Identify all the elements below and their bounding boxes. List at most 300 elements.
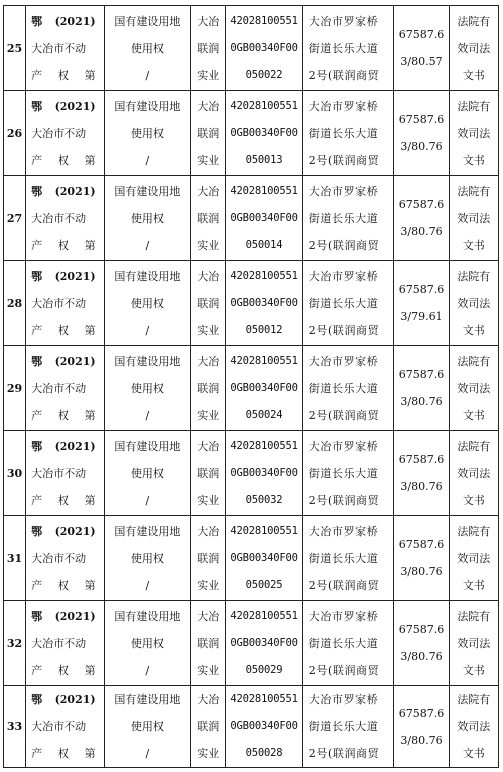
area-line: 3/80.76: [400, 650, 443, 663]
area-line: 67587.6: [398, 113, 445, 126]
row-number: 28: [6, 296, 23, 310]
unit-number-line: 42028100551: [230, 99, 298, 112]
owner-cell: [191, 516, 226, 601]
right-type-line: /: [145, 68, 150, 82]
unit-number-line: 0GB00340F00: [230, 296, 298, 309]
owner-line: 实业: [197, 493, 220, 507]
unit-number-line: 0GB00340F00: [230, 636, 298, 649]
area-line: 67587.6: [398, 198, 445, 211]
basis-line: 法院有: [457, 269, 491, 283]
owner-line: 大冶: [197, 693, 220, 706]
address-line: 2号(联润商贸: [308, 323, 380, 337]
right-type-line: 国有建设用地: [114, 184, 181, 198]
unit-number-cell: [226, 176, 302, 261]
certificate-province: 鄂: [31, 99, 43, 113]
owner-line: 大冶: [197, 524, 220, 538]
right-type-cell: [104, 431, 191, 516]
basis-line: 文书: [462, 323, 485, 337]
certificate-char: 权: [57, 578, 69, 592]
area-line: 67587.6: [398, 283, 445, 296]
basis-line: 法院有: [457, 184, 491, 198]
right-type-line: 使用权: [130, 636, 164, 650]
certificate-province: 鄂: [31, 184, 43, 198]
basis-line: 文书: [462, 663, 485, 677]
right-type-line: /: [145, 153, 150, 167]
address-line: 2号(联润商贸: [308, 153, 380, 167]
unit-number-line: 0GB00340F00: [230, 211, 298, 224]
area-line: 67587.6: [398, 538, 445, 551]
certificate-line-2: 大冶市不动: [31, 636, 87, 650]
certificate-char: 权: [57, 408, 69, 422]
right-type-cell: [104, 6, 191, 91]
certificate-province: 鄂: [31, 14, 43, 28]
address-line: 街道长乐大道: [308, 466, 379, 480]
certificate-line-2: 大冶市不动: [31, 296, 87, 310]
right-type-line: 国有建设用地: [114, 524, 181, 538]
right-type-cell: [104, 346, 191, 431]
unit-number-line: 050032: [245, 493, 283, 506]
basis-cell: [449, 176, 498, 261]
certificate-line-1: [31, 348, 103, 375]
address-line: 2号(联润商贸: [308, 238, 380, 252]
owner-cell: [191, 176, 226, 261]
certificate-line-2: 大冶市不动: [31, 720, 87, 733]
basis-line: 效司法: [457, 636, 491, 650]
certificate-line-3: [31, 657, 103, 684]
certificate-char: 产: [31, 68, 43, 82]
row-number-cell: [4, 686, 26, 768]
unit-number-line: 050014: [245, 238, 283, 251]
certificate-cell: [26, 6, 104, 91]
unit-number-line: 42028100551: [230, 14, 298, 27]
right-type-cell: [104, 261, 191, 346]
certificate-year: (2021): [54, 354, 96, 368]
right-type-line: 使用权: [130, 466, 164, 480]
address-line: 街道长乐大道: [308, 211, 379, 225]
row-number-cell: [4, 516, 26, 601]
right-type-cell: [104, 601, 191, 686]
address-line: 大冶市罗家桥: [308, 354, 379, 368]
unit-number-cell: [226, 346, 302, 431]
basis-line: 文书: [462, 68, 485, 82]
right-type-line: 使用权: [130, 381, 164, 395]
table-row: [4, 6, 499, 91]
unit-number-cell: [226, 6, 302, 91]
area-cell: [394, 261, 449, 346]
row-number-cell: [4, 601, 26, 686]
basis-line: 文书: [462, 578, 485, 592]
owner-line: 联润: [197, 636, 220, 650]
table-row: [4, 176, 499, 261]
basis-cell: [449, 431, 498, 516]
area-line: 3/80.76: [400, 480, 443, 493]
certificate-line-3: [31, 317, 103, 344]
row-number-cell: [4, 176, 26, 261]
right-type-cell: [104, 516, 191, 601]
unit-number-cell: [226, 686, 302, 768]
area-line: 67587.6: [398, 453, 445, 466]
certificate-line-1: [31, 263, 103, 290]
basis-line: 文书: [462, 408, 485, 422]
basis-line: 效司法: [457, 296, 491, 310]
certificate-cell: [26, 431, 104, 516]
address-line: 大冶市罗家桥: [308, 693, 379, 706]
row-number-cell: [4, 261, 26, 346]
basis-line: 法院有: [457, 609, 491, 623]
right-type-line: 使用权: [130, 211, 164, 225]
right-type-line: 使用权: [130, 551, 164, 565]
certificate-line-1: [31, 433, 103, 460]
address-line: 大冶市罗家桥: [308, 184, 379, 198]
right-type-line: 使用权: [130, 296, 164, 310]
unit-number-line: 050024: [245, 408, 283, 421]
right-type-line: 国有建设用地: [114, 269, 181, 283]
area-line: 3/80.76: [400, 140, 443, 153]
certificate-province: 鄂: [31, 439, 43, 453]
certificate-line-3: [31, 62, 103, 89]
certificate-cell: [26, 261, 104, 346]
owner-cell: [191, 346, 226, 431]
area-cell: [394, 91, 449, 176]
address-line: 街道长乐大道: [308, 720, 379, 733]
address-line: 大冶市罗家桥: [308, 524, 379, 538]
certificate-year: (2021): [54, 269, 96, 283]
unit-number-line: 050022: [245, 68, 283, 81]
area-line: 3/80.76: [400, 733, 443, 747]
certificate-province: 鄂: [31, 269, 43, 283]
owner-cell: [191, 91, 226, 176]
address-line: 2号(联润商贸: [308, 663, 380, 677]
row-number: 29: [6, 381, 23, 395]
right-type-line: /: [145, 747, 150, 760]
certificate-char: 产: [31, 323, 43, 337]
owner-line: 实业: [197, 68, 220, 82]
basis-cell: [449, 346, 498, 431]
basis-line: 法院有: [457, 524, 491, 538]
certificate-year: (2021): [54, 99, 96, 113]
certificate-line-2: 大冶市不动: [31, 466, 87, 480]
basis-line: 法院有: [457, 693, 491, 706]
certificate-cell: [26, 176, 104, 261]
owner-line: 实业: [197, 663, 220, 677]
area-cell: [394, 6, 449, 91]
row-number-cell: [4, 6, 26, 91]
certificate-year: (2021): [54, 609, 96, 623]
certificate-line-1: [31, 518, 103, 545]
basis-cell: [449, 91, 498, 176]
owner-line: 大冶: [197, 354, 220, 368]
basis-cell: [449, 516, 498, 601]
row-number-cell: [4, 346, 26, 431]
certificate-char: 权: [57, 747, 69, 760]
certificate-province: 鄂: [31, 354, 43, 368]
certificate-line-1: [31, 93, 103, 120]
basis-cell: [449, 686, 498, 768]
basis-line: 效司法: [457, 720, 491, 733]
unit-number-line: 0GB00340F00: [230, 720, 298, 732]
owner-cell: [191, 261, 226, 346]
address-cell: [302, 431, 394, 516]
unit-number-line: 0GB00340F00: [230, 381, 298, 394]
owner-cell: [191, 686, 226, 768]
owner-line: 联润: [197, 126, 220, 140]
address-line: 街道长乐大道: [308, 381, 379, 395]
owner-line: 大冶: [197, 99, 220, 113]
certificate-line-2: 大冶市不动: [31, 126, 87, 140]
unit-number-line: 050028: [245, 747, 283, 759]
certificate-year: (2021): [54, 693, 96, 706]
certificate-char: 第: [84, 153, 96, 167]
certificate-year: (2021): [54, 14, 96, 28]
area-cell: [394, 601, 449, 686]
address-line: 街道长乐大道: [308, 551, 379, 565]
address-line: 2号(联润商贸: [308, 747, 380, 760]
row-number-cell: [4, 91, 26, 176]
address-line: 大冶市罗家桥: [308, 99, 379, 113]
certificate-line-3: [31, 487, 103, 514]
right-type-line: 国有建设用地: [114, 14, 181, 28]
certificate-char: 第: [84, 323, 96, 337]
basis-cell: [449, 261, 498, 346]
owner-line: 大冶: [197, 269, 220, 283]
table-row: [4, 601, 499, 686]
right-type-cell: [104, 686, 191, 768]
owner-cell: [191, 6, 226, 91]
certificate-cell: [26, 346, 104, 431]
basis-line: 文书: [462, 747, 485, 760]
property-table: [3, 5, 499, 768]
certificate-line-1: [31, 686, 103, 713]
right-type-line: 国有建设用地: [114, 439, 181, 453]
certificate-char: 权: [57, 323, 69, 337]
address-cell: [302, 91, 394, 176]
owner-cell: [191, 431, 226, 516]
right-type-line: /: [145, 238, 150, 252]
row-number: 30: [6, 466, 23, 480]
basis-line: 文书: [462, 238, 485, 252]
right-type-cell: [104, 176, 191, 261]
owner-line: 联润: [197, 466, 220, 480]
unit-number-line: 42028100551: [230, 439, 298, 452]
certificate-char: 产: [31, 578, 43, 592]
address-cell: [302, 261, 394, 346]
owner-cell: [191, 601, 226, 686]
row-number: 33: [6, 720, 23, 733]
area-line: 3/80.57: [400, 55, 443, 68]
address-line: 大冶市罗家桥: [308, 269, 379, 283]
address-line: 2号(联润商贸: [308, 408, 380, 422]
certificate-line-3: [31, 572, 103, 599]
row-number: 31: [6, 551, 23, 565]
certificate-year: (2021): [54, 439, 96, 453]
certificate-cell: [26, 686, 104, 768]
unit-number-line: 050012: [245, 323, 283, 336]
owner-line: 实业: [197, 408, 220, 422]
address-cell: [302, 686, 394, 768]
certificate-line-3: [31, 740, 103, 767]
table-row: [4, 346, 499, 431]
row-number: 25: [6, 41, 23, 55]
unit-number-line: 42028100551: [230, 269, 298, 282]
area-line: 67587.6: [398, 368, 445, 381]
right-type-line: 国有建设用地: [114, 354, 181, 368]
owner-line: 联润: [197, 551, 220, 565]
row-number-cell: [4, 431, 26, 516]
unit-number-line: 42028100551: [230, 693, 298, 705]
owner-line: 大冶: [197, 609, 220, 623]
certificate-line-2: 大冶市不动: [31, 381, 87, 395]
row-number: 27: [6, 211, 23, 225]
table-row: [4, 431, 499, 516]
address-line: 2号(联润商贸: [308, 68, 380, 82]
certificate-char: 权: [57, 238, 69, 252]
basis-line: 法院有: [457, 14, 491, 28]
basis-line: 效司法: [457, 551, 491, 565]
basis-line: 文书: [462, 153, 485, 167]
basis-line: 效司法: [457, 126, 491, 140]
certificate-char: 权: [57, 68, 69, 82]
certificate-char: 产: [31, 663, 43, 677]
unit-number-line: 42028100551: [230, 524, 298, 537]
certificate-line-2: 大冶市不动: [31, 211, 87, 225]
certificate-province: 鄂: [31, 693, 43, 706]
unit-number-line: 0GB00340F00: [230, 126, 298, 139]
owner-line: 实业: [197, 747, 220, 760]
area-cell: [394, 346, 449, 431]
address-line: 街道长乐大道: [308, 296, 379, 310]
owner-line: 实业: [197, 323, 220, 337]
certificate-char: 产: [31, 747, 43, 760]
certificate-char: 产: [31, 408, 43, 422]
address-cell: [302, 346, 394, 431]
area-line: 3/80.76: [400, 565, 443, 578]
owner-line: 联润: [197, 211, 220, 225]
right-type-line: 使用权: [130, 720, 164, 733]
address-line: 街道长乐大道: [308, 41, 379, 55]
area-cell: [394, 431, 449, 516]
unit-number-line: 0GB00340F00: [230, 551, 298, 564]
area-cell: [394, 516, 449, 601]
basis-cell: [449, 6, 498, 91]
right-type-line: /: [145, 578, 150, 592]
area-line: 3/80.76: [400, 225, 443, 238]
certificate-province: 鄂: [31, 524, 43, 538]
owner-line: 联润: [197, 296, 220, 310]
certificate-char: 第: [84, 578, 96, 592]
area-line: 3/80.76: [400, 395, 443, 408]
certificate-line-2: 大冶市不动: [31, 41, 87, 55]
certificate-line-3: [31, 232, 103, 259]
certificate-char: 权: [57, 663, 69, 677]
address-cell: [302, 6, 394, 91]
property-table-body: [4, 6, 499, 768]
basis-line: 效司法: [457, 211, 491, 225]
certificate-char: 第: [84, 747, 96, 760]
owner-line: 联润: [197, 381, 220, 395]
unit-number-line: 42028100551: [230, 609, 298, 622]
owner-line: 实业: [197, 238, 220, 252]
certificate-char: 产: [31, 238, 43, 252]
basis-line: 文书: [462, 493, 485, 507]
basis-line: 效司法: [457, 381, 491, 395]
certificate-char: 权: [57, 493, 69, 507]
certificate-cell: [26, 91, 104, 176]
certificate-cell: [26, 601, 104, 686]
address-cell: [302, 516, 394, 601]
right-type-line: /: [145, 663, 150, 677]
basis-cell: [449, 601, 498, 686]
right-type-line: 使用权: [130, 41, 164, 55]
right-type-line: 国有建设用地: [114, 609, 181, 623]
owner-line: 联润: [197, 720, 220, 733]
certificate-cell: [26, 516, 104, 601]
area-cell: [394, 176, 449, 261]
unit-number-line: 050029: [245, 663, 283, 676]
address-line: 2号(联润商贸: [308, 493, 380, 507]
table-row: [4, 516, 499, 601]
unit-number-cell: [226, 261, 302, 346]
certificate-char: 产: [31, 493, 43, 507]
unit-number-cell: [226, 431, 302, 516]
certificate-char: 产: [31, 153, 43, 167]
row-number: 26: [6, 126, 23, 140]
certificate-char: 第: [84, 68, 96, 82]
area-line: 67587.6: [398, 28, 445, 41]
unit-number-line: 42028100551: [230, 184, 298, 197]
unit-number-line: 050013: [245, 153, 283, 166]
address-cell: [302, 601, 394, 686]
owner-line: 大冶: [197, 184, 220, 198]
certificate-char: 第: [84, 493, 96, 507]
certificate-year: (2021): [54, 524, 96, 538]
right-type-line: /: [145, 493, 150, 507]
area-line: 67587.6: [398, 623, 445, 636]
owner-line: 大冶: [197, 14, 220, 28]
unit-number-line: 42028100551: [230, 354, 298, 367]
address-line: 大冶市罗家桥: [308, 609, 379, 623]
right-type-line: 使用权: [130, 126, 164, 140]
address-line: 2号(联润商贸: [308, 578, 380, 592]
area-cell: [394, 686, 449, 768]
basis-line: 法院有: [457, 99, 491, 113]
certificate-line-1: [31, 8, 103, 35]
certificate-line-1: [31, 178, 103, 205]
basis-line: 法院有: [457, 354, 491, 368]
address-line: 街道长乐大道: [308, 126, 379, 140]
certificate-line-1: [31, 603, 103, 630]
area-line: 3/79.61: [400, 310, 443, 323]
basis-line: 效司法: [457, 466, 491, 480]
address-line: 街道长乐大道: [308, 636, 379, 650]
certificate-char: 权: [57, 153, 69, 167]
right-type-line: 国有建设用地: [114, 99, 181, 113]
unit-number-line: 050025: [245, 578, 283, 591]
address-cell: [302, 176, 394, 261]
table-row: [4, 686, 499, 768]
certificate-line-3: [31, 402, 103, 429]
right-type-line: /: [145, 408, 150, 422]
basis-line: 法院有: [457, 439, 491, 453]
right-type-line: /: [145, 323, 150, 337]
unit-number-cell: [226, 601, 302, 686]
owner-line: 实业: [197, 153, 220, 167]
certificate-char: 第: [84, 663, 96, 677]
right-type-line: 国有建设用地: [114, 693, 181, 706]
basis-line: 效司法: [457, 41, 491, 55]
right-type-cell: [104, 91, 191, 176]
owner-line: 联润: [197, 41, 220, 55]
unit-number-cell: [226, 91, 302, 176]
